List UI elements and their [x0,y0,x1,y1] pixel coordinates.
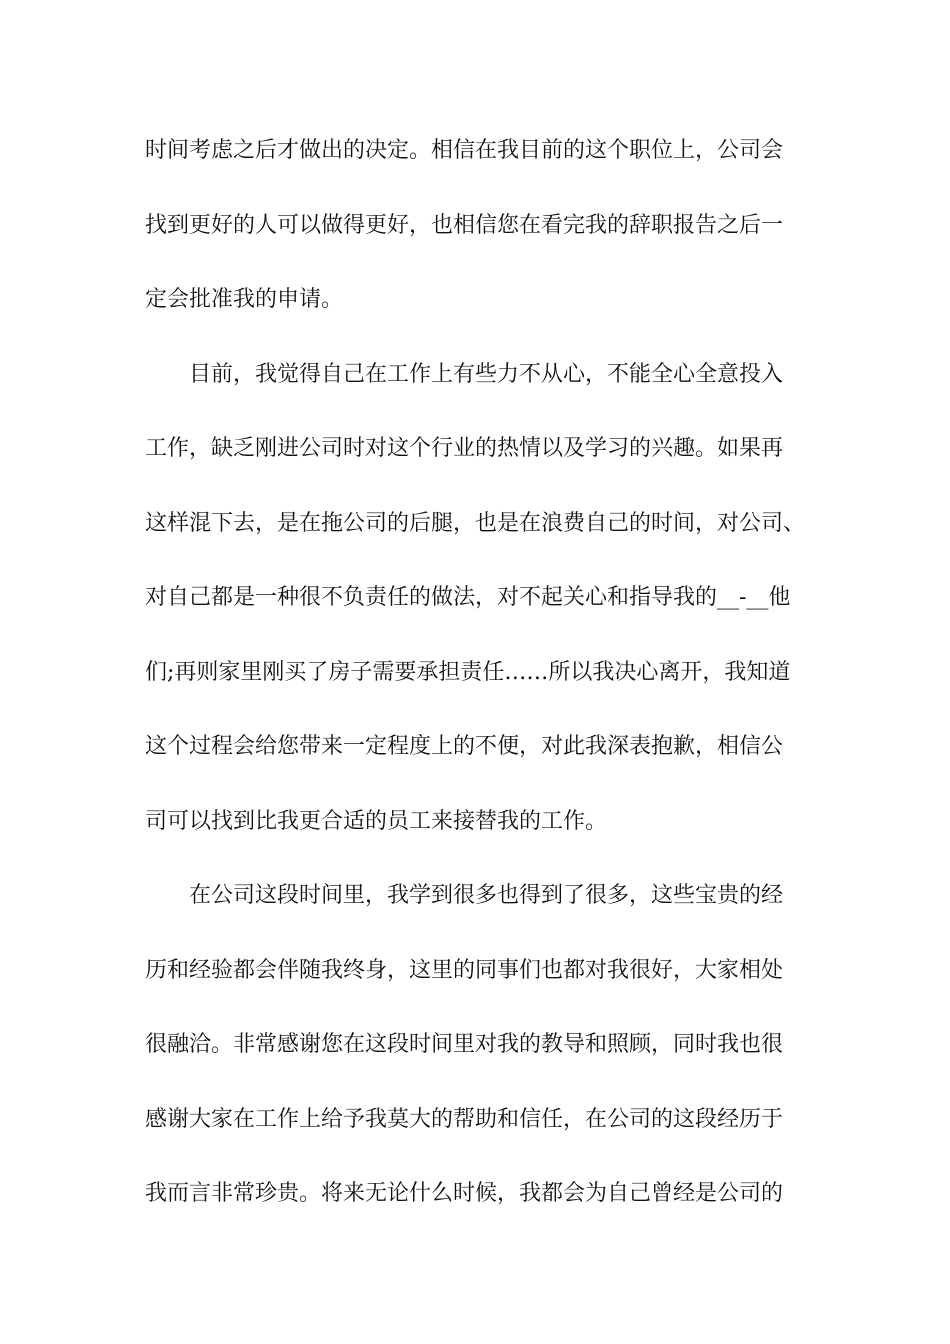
paragraph-start-line: 目前，我觉得自己在工作上有些力不从心，不能全心全意投入 [189,361,784,387]
text-line: 定会批准我的申请。 [145,287,344,312]
text-line: 感谢大家在工作上给予我莫大的帮助和信任，在公司的这段经历于 [145,1106,784,1132]
text-line: 司可以找到比我更合适的员工来接替我的工作。 [145,808,608,834]
text-line: 们;再则家里刚买了房子需要承担责任……所以我决心离开，我知道 [145,659,791,685]
text-line: 对自己都是一种很不负责任的做法，对不起关心和指导我的__-__他 [145,585,791,610]
text-line: 我而言非常珍贵。将来无论什么时候，我都会为自己曾经是公司的 [145,1181,784,1206]
text-line: 时间考虑之后才做出的决定。相信在我目前的这个职位上，公司会 [145,138,784,163]
text-line: 很融洽。非常感谢您在这段时间里对我的教导和照顾，同时我也很 [145,1032,784,1057]
document-body [145,126,825,1244]
text-line: 找到更好的人可以做得更好，也相信您在看完我的辞职报告之后一 [145,212,784,238]
text-line: 历和经验都会伴随我终身，这里的同事们也都对我很好，大家相处 [145,957,784,983]
text-line: 这个过程会给您带来一定程度上的不便，对此我深表抱歉，相信公 [145,734,784,759]
text-line: 这样混下去，是在拖公司的后腿，也是在浪费自己的时间，对公司、 [145,510,806,536]
text-line: 工作，缺乏刚进公司时对这个行业的热情以及学习的兴趣。如果再 [145,436,784,461]
paragraph-start-line: 在公司这段时间里，我学到很多也得到了很多，这些宝贵的经 [189,883,784,908]
